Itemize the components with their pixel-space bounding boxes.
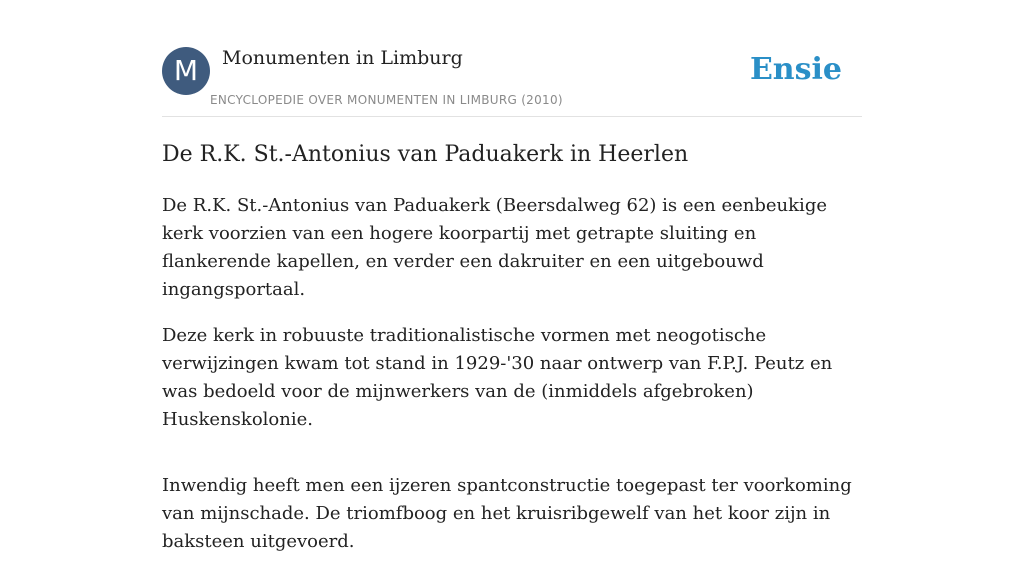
ensie-logo-link[interactable]: Ensie <box>749 52 842 87</box>
source-title-link[interactable]: Monumenten in Limburg <box>222 47 463 69</box>
article-paragraph-3: Inwendig heeft men een ijzeren spantconstructie toegepast ter voorkoming van mijnschade. De triomfboog en het kruisribgewelf van het koor zijn in baksteen uitgevoerd. <box>162 475 852 552</box>
source-header <box>162 46 862 117</box>
article-paragraph-1: De R.K. St.-Antonius van Paduakerk (Beersdalweg 62) is een eenbeukige kerk voorzien van een hogere koorpartij met getrapte sluiting en flankerende kapellen, en verder een dakruiter en een uitgebouwd ingangsportaal. <box>162 195 827 300</box>
article-paragraph-2: Deze kerk in robuuste traditionalistische vormen met neogotische verwijzingen kwam tot stand in 1929-'30 naar ontwerp van F.P.J. Peutz en was bedoeld voor de mijnwerkers van de (inmiddels afgebroken) Huskenskolonie. <box>162 325 833 430</box>
avatar[interactable]: M <box>162 47 210 95</box>
source-subtitle: ENCYCLOPEDIE OVER MONUMENTEN IN LIMBURG (2010) <box>210 93 563 107</box>
article-title: De R.K. St.-Antonius van Paduakerk in Heerlen <box>162 142 689 167</box>
article-body <box>162 192 862 574</box>
